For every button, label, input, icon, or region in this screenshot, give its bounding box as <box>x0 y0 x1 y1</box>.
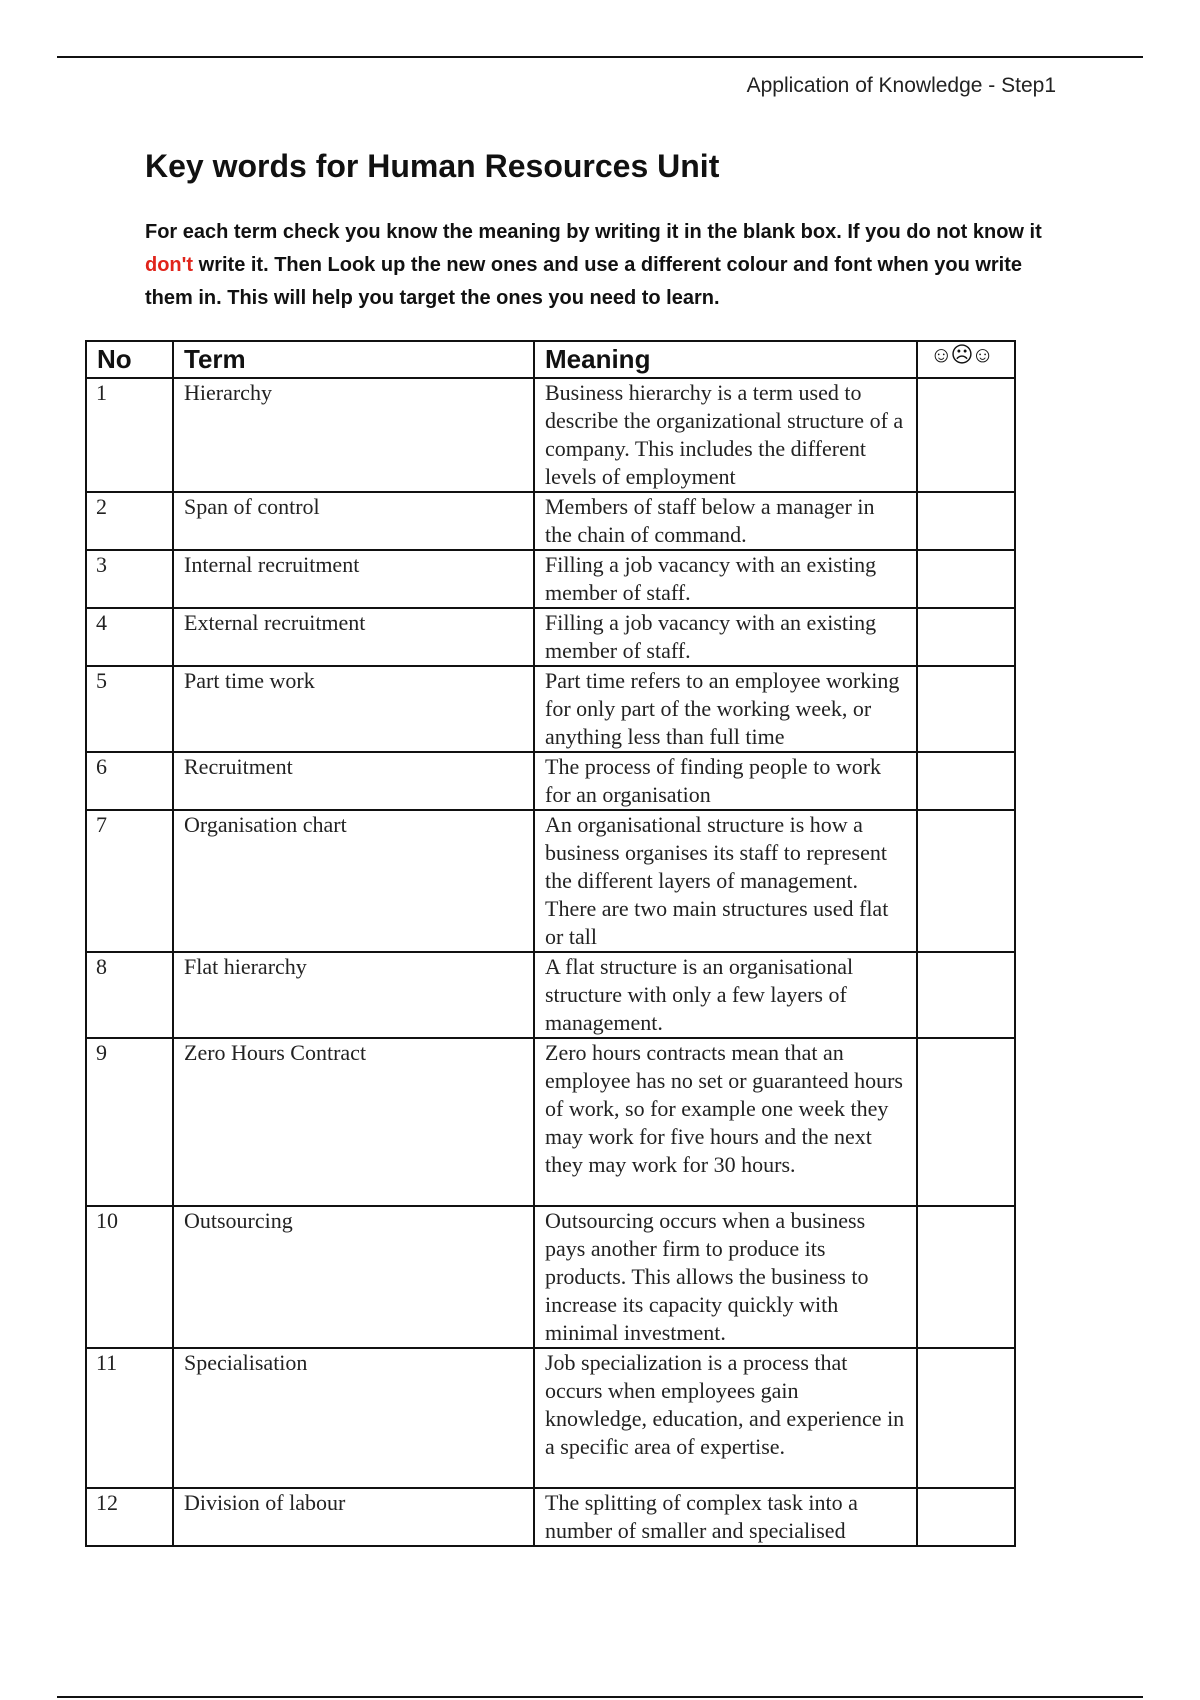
row-rating-box[interactable] <box>917 378 1015 492</box>
table-row <box>86 1488 1015 1546</box>
table-row <box>86 550 1015 608</box>
row-rating-box[interactable] <box>917 550 1015 608</box>
row-no: 10 <box>86 1206 173 1348</box>
table-row <box>86 952 1015 1038</box>
keywords-table <box>85 340 1016 1547</box>
row-no: 3 <box>86 550 173 608</box>
table-row <box>86 1348 1015 1488</box>
row-rating-box[interactable] <box>917 1488 1015 1546</box>
table-row <box>86 810 1015 952</box>
table-row <box>86 378 1015 492</box>
row-rating-box[interactable] <box>917 492 1015 550</box>
row-term: Zero Hours Contract <box>173 1038 534 1206</box>
table-row <box>86 1206 1015 1348</box>
row-rating-box[interactable] <box>917 1348 1015 1488</box>
row-meaning: Filling a job vacancy with an existing member of staff. <box>534 608 917 666</box>
row-meaning: A flat structure is an organisational structure with only a few layers of management. <box>534 952 917 1038</box>
table-row <box>86 1038 1015 1206</box>
page-title: Key words for Human Resources Unit <box>145 148 720 184</box>
row-meaning: The process of finding people to work for an organisation <box>534 752 917 810</box>
row-no: 12 <box>86 1488 173 1546</box>
row-no: 11 <box>86 1348 173 1488</box>
instructions-highlight: don't <box>145 254 194 276</box>
row-meaning: The splitting of complex task into a number of smaller and specialised <box>534 1488 917 1546</box>
row-term: Hierarchy <box>173 378 534 492</box>
row-meaning: Part time refers to an employee working for only part of the working week, or anything less than full time <box>534 666 917 752</box>
row-term: Flat hierarchy <box>173 952 534 1038</box>
table-row <box>86 492 1015 550</box>
row-no: 5 <box>86 666 173 752</box>
bottom-rule <box>57 1696 1143 1698</box>
row-term: Division of labour <box>173 1488 534 1546</box>
row-term: Internal recruitment <box>173 550 534 608</box>
row-rating-box[interactable] <box>917 952 1015 1038</box>
row-term: Specialisation <box>173 1348 534 1488</box>
table-header-row <box>86 341 1015 378</box>
row-no: 2 <box>86 492 173 550</box>
row-meaning: Business hierarchy is a term used to describe the organizational structure of a company. This includes the different levels of employment <box>534 378 917 492</box>
row-meaning: Job specialization is a process that occurs when employees gain knowledge, education, and experience in a specific area of expertise. <box>534 1348 917 1488</box>
instructions <box>145 216 1045 315</box>
row-meaning: Outsourcing occurs when a business pays another firm to produce its products. This allows the business to increase its capacity quickly with minimal investment. <box>534 1206 917 1348</box>
page-header: Application of Knowledge - Step1 <box>746 74 1056 97</box>
row-term: Part time work <box>173 666 534 752</box>
row-no: 4 <box>86 608 173 666</box>
row-term: Span of control <box>173 492 534 550</box>
instructions-part1: For each term check you know the meaning by writing it in the blank box. If you do not know it <box>145 221 1042 243</box>
header-meaning: Meaning <box>534 341 917 378</box>
row-rating-box[interactable] <box>917 666 1015 752</box>
table-row <box>86 666 1015 752</box>
header-no: No <box>86 341 173 378</box>
top-rule <box>57 56 1143 58</box>
row-meaning: Filling a job vacancy with an existing member of staff. <box>534 550 917 608</box>
table-row <box>86 608 1015 666</box>
row-meaning: Members of staff below a manager in the chain of command. <box>534 492 917 550</box>
table-row <box>86 752 1015 810</box>
header-term: Term <box>173 341 534 378</box>
row-rating-box[interactable] <box>917 752 1015 810</box>
row-no: 9 <box>86 1038 173 1206</box>
row-rating-box[interactable] <box>917 608 1015 666</box>
row-rating-box[interactable] <box>917 810 1015 952</box>
row-term: External recruitment <box>173 608 534 666</box>
row-term: Recruitment <box>173 752 534 810</box>
row-meaning: Zero hours contracts mean that an employee has no set or guaranteed hours of work, so for example one week they may work for five hours and the next they may work for 30 hours. <box>534 1038 917 1206</box>
row-no: 1 <box>86 378 173 492</box>
row-rating-box[interactable] <box>917 1038 1015 1206</box>
row-term: Outsourcing <box>173 1206 534 1348</box>
row-no: 8 <box>86 952 173 1038</box>
row-meaning: An organisational structure is how a business organises its staff to represent the different layers of management. There are two main structures used flat or tall <box>534 810 917 952</box>
row-no: 7 <box>86 810 173 952</box>
row-no: 6 <box>86 752 173 810</box>
row-rating-box[interactable] <box>917 1206 1015 1348</box>
instructions-part2: write it. Then Look up the new ones and use a different colour and font when you write them in. This will help you target the ones you need to learn. <box>145 254 1023 309</box>
row-term: Organisation chart <box>173 810 534 952</box>
smiley-faces-icon: ☺☹☺ <box>917 341 1015 378</box>
